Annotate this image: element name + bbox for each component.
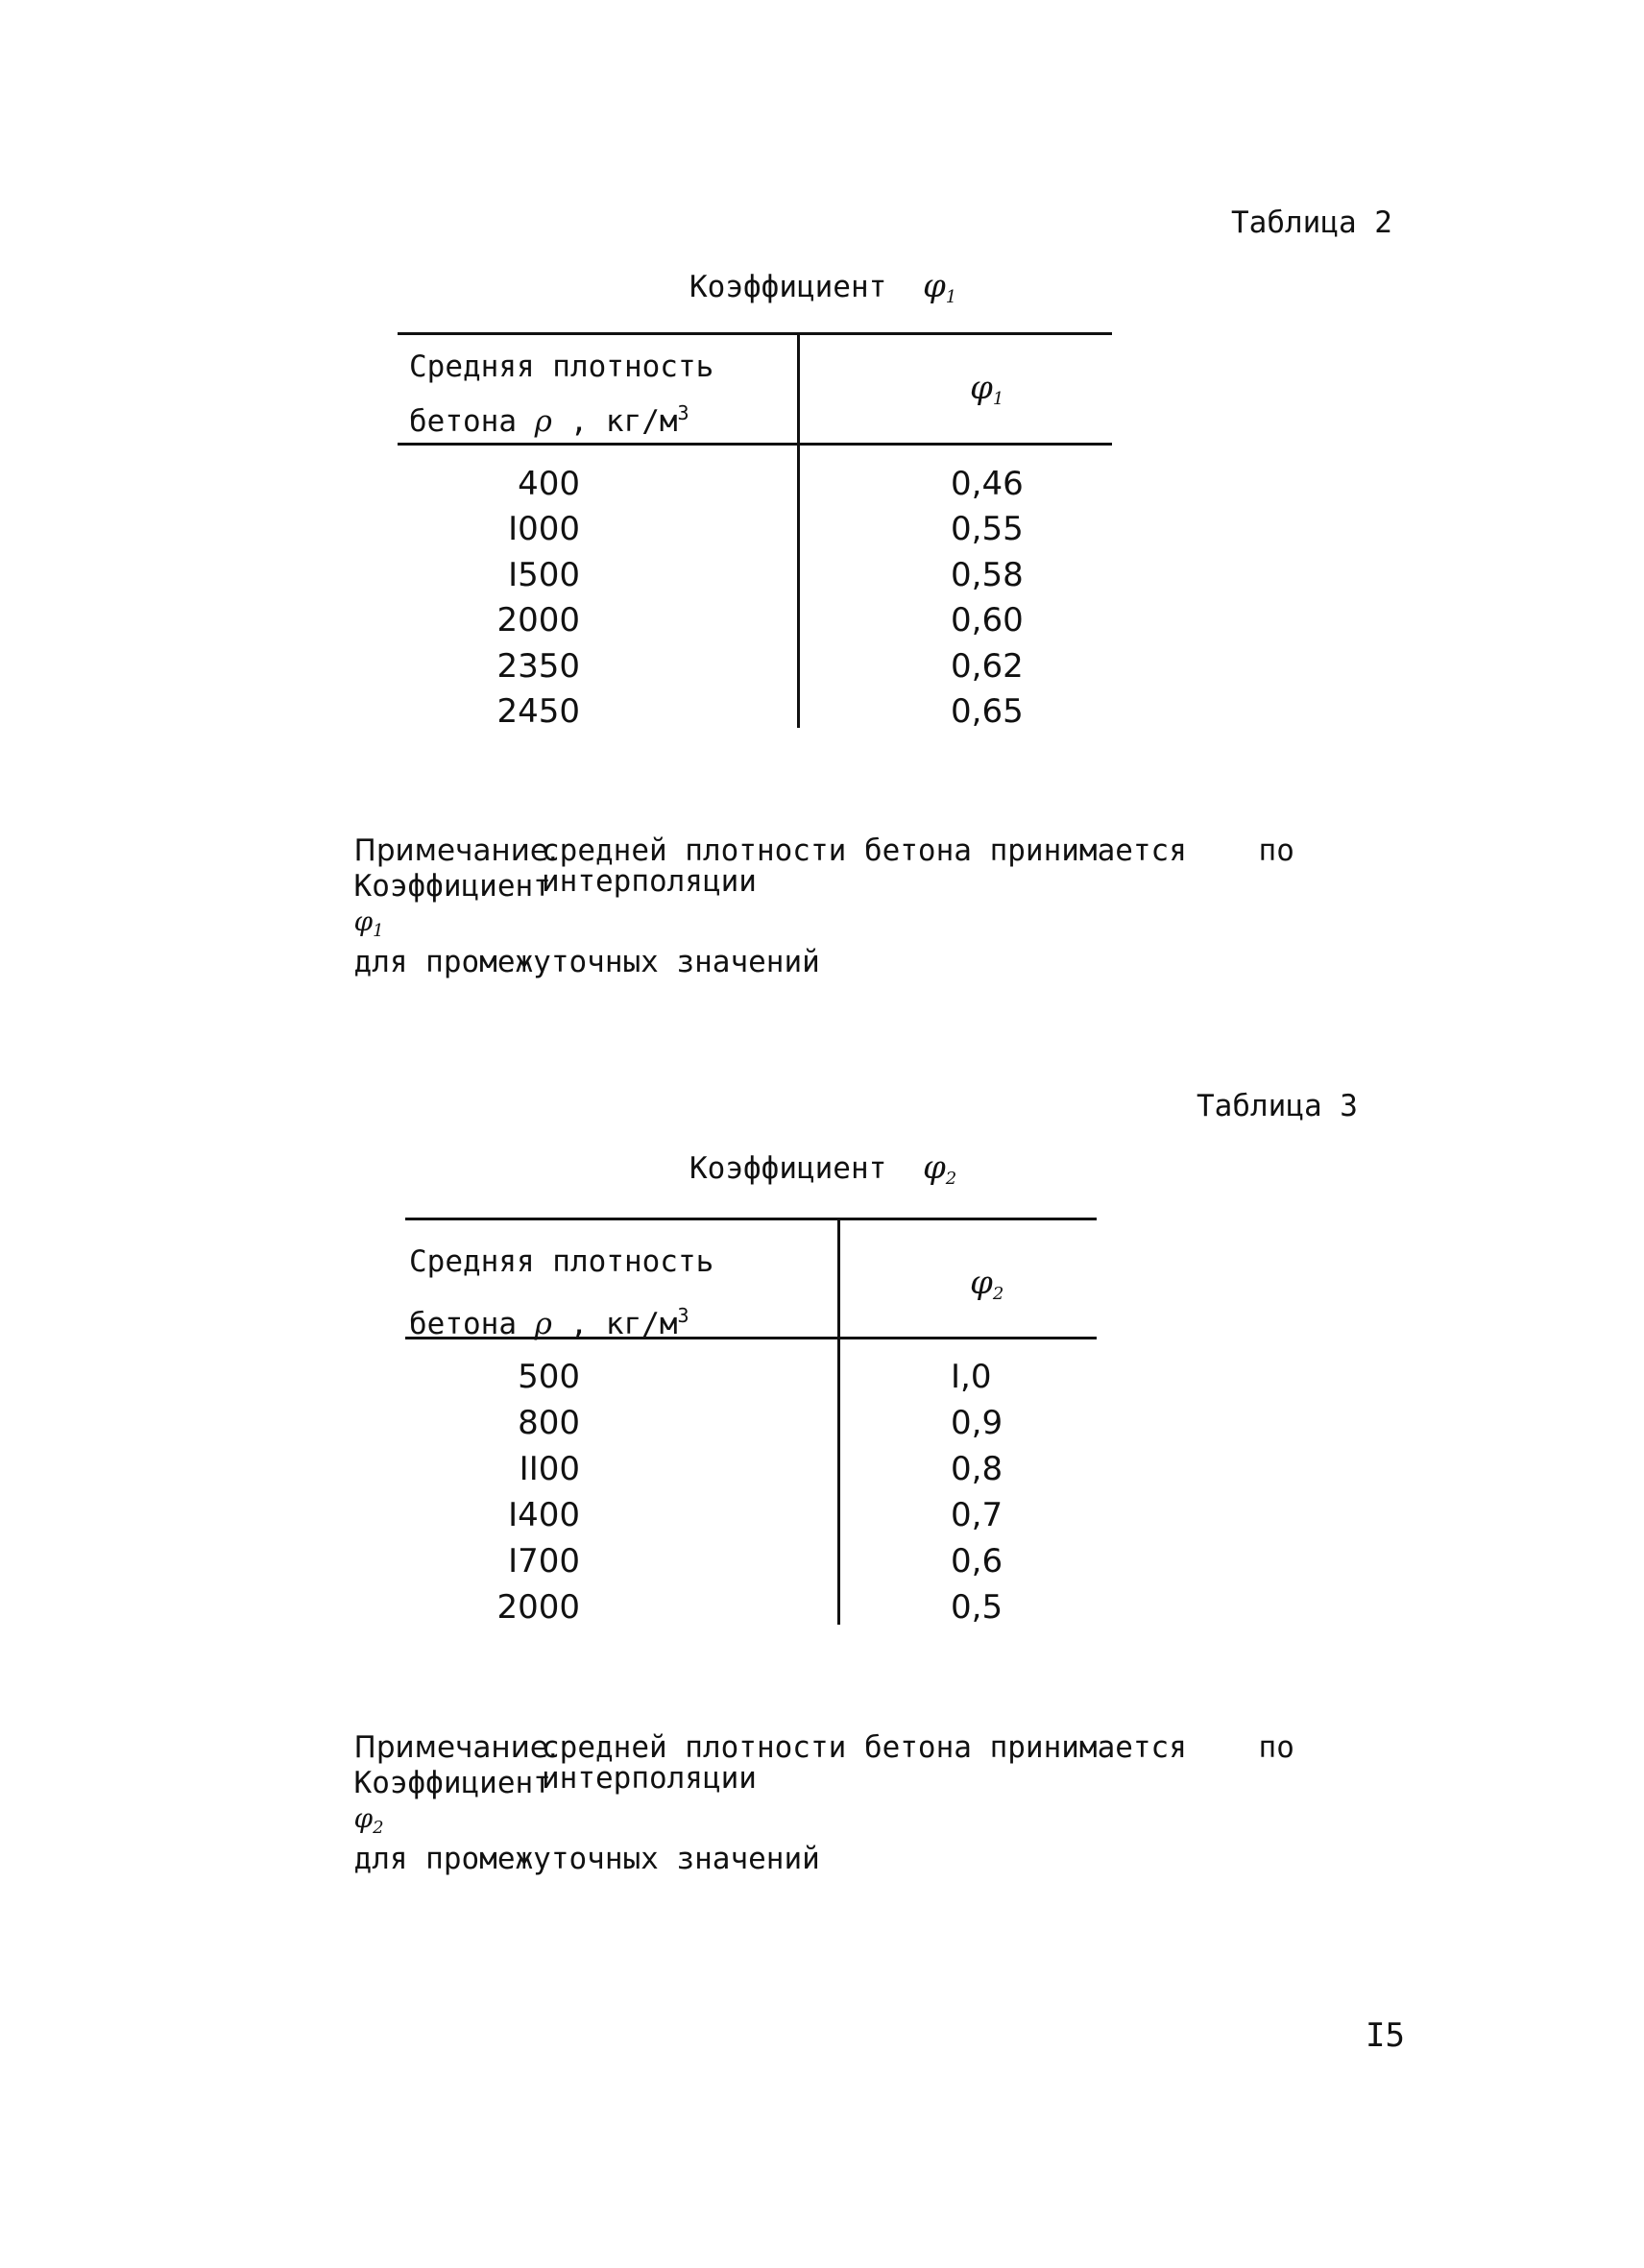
table-2-note-line3: интерполяции	[542, 864, 757, 899]
table-2-note-symbol: $\varphi_1$	[353, 905, 384, 941]
table-3-coef-cell: 0,8	[951, 1450, 1003, 1488]
table-3-note-line3: интерполяции	[542, 1761, 757, 1796]
table-3-density-cell: 800	[518, 1404, 580, 1442]
table-3-label: Таблица 3	[1197, 1089, 1358, 1123]
table-3-coef-cell: 0,5	[951, 1588, 1003, 1627]
table-2-coef-cell: 0,60	[951, 601, 1024, 639]
table-3-top-rule	[405, 1218, 1097, 1220]
table-3-note-symbol: $\varphi_2$	[353, 1802, 384, 1838]
table-2-header-density	[409, 344, 713, 445]
table-3-title-word: Коэффициент	[689, 1151, 887, 1186]
table-3-header-density-line1: Средняя плотность	[409, 1244, 714, 1279]
table-3-note-line1: Примечание. Коэффициент $\varphi_2$ для промежуточных значений	[353, 1730, 820, 1876]
table-3-title-symbol: $\varphi_2$	[922, 1148, 957, 1189]
table-2-header-density-line1: Средняя плотность	[409, 350, 714, 384]
table-3-header-density-line2: бетона ρ , $кг/м^3$	[409, 1304, 689, 1341]
table-2-title-symbol: $\varphi_1$	[922, 267, 957, 307]
table-2-title	[689, 267, 956, 307]
table-3-density-cell: I700	[508, 1542, 580, 1580]
table-3-column-divider	[837, 1218, 840, 1625]
table-3-density-cell: 500	[518, 1358, 580, 1396]
table-2-rho-symbol: ρ	[534, 404, 552, 439]
table-2-density-cell: 400	[518, 465, 580, 503]
table-2-note-line1: Примечание. Коэффициент $\varphi_1$ для промежуточных значений	[353, 833, 820, 979]
table-2-column-divider	[797, 332, 800, 728]
table-2-density-cell: I000	[508, 510, 580, 548]
table-2-header-density-line2: бетона ρ , $кг/м^3$	[409, 401, 689, 439]
table-3-coef-cell: 0,7	[951, 1496, 1003, 1534]
table-2-title-word: Коэффициент	[689, 270, 887, 304]
table-2-density-cell: 2450	[496, 692, 580, 731]
table-2-coef-cell: 0,55	[951, 510, 1024, 548]
table-2-coef-cell: 0,46	[951, 465, 1024, 503]
table-2-density-cell: I500	[508, 556, 580, 594]
table-3-header-coef: $\varphi_2$	[970, 1264, 1004, 1304]
table-3-coef-cell: I,0	[951, 1358, 992, 1396]
table-2-density-cell: 2350	[496, 647, 580, 686]
table-2-coef-cell: 0,58	[951, 556, 1024, 594]
table-2-top-rule	[398, 332, 1112, 335]
table-2-header-coef: $\varphi_1$	[970, 369, 1004, 409]
table-2-note-label: Примечание.	[353, 833, 558, 868]
page-number: I5	[1366, 2016, 1405, 2055]
table-3-header-density	[409, 1235, 713, 1351]
table-2-coef-cell: 0,62	[951, 647, 1024, 686]
table-3-note-line2: средней плотности бетона принимается по	[542, 1730, 1294, 1765]
table-2-coef-cell: 0,65	[951, 692, 1024, 731]
table-3-density-cell: 2000	[496, 1588, 580, 1627]
table-3-coef-cell: 0,6	[951, 1542, 1003, 1580]
table-3-density-cell: II00	[519, 1450, 580, 1488]
table-3-density-cell: I400	[508, 1496, 580, 1534]
table-3-rho-symbol: ρ	[534, 1307, 552, 1341]
table-3-note-label: Примечание.	[353, 1730, 558, 1765]
table-3-title	[689, 1148, 956, 1189]
table-2-label: Таблица 2	[1231, 205, 1392, 240]
table-2-note-line2: средней плотности бетона принимается по	[542, 833, 1294, 868]
table-3-coef-cell: 0,9	[951, 1404, 1003, 1442]
table-2-density-cell: 2000	[496, 601, 580, 639]
